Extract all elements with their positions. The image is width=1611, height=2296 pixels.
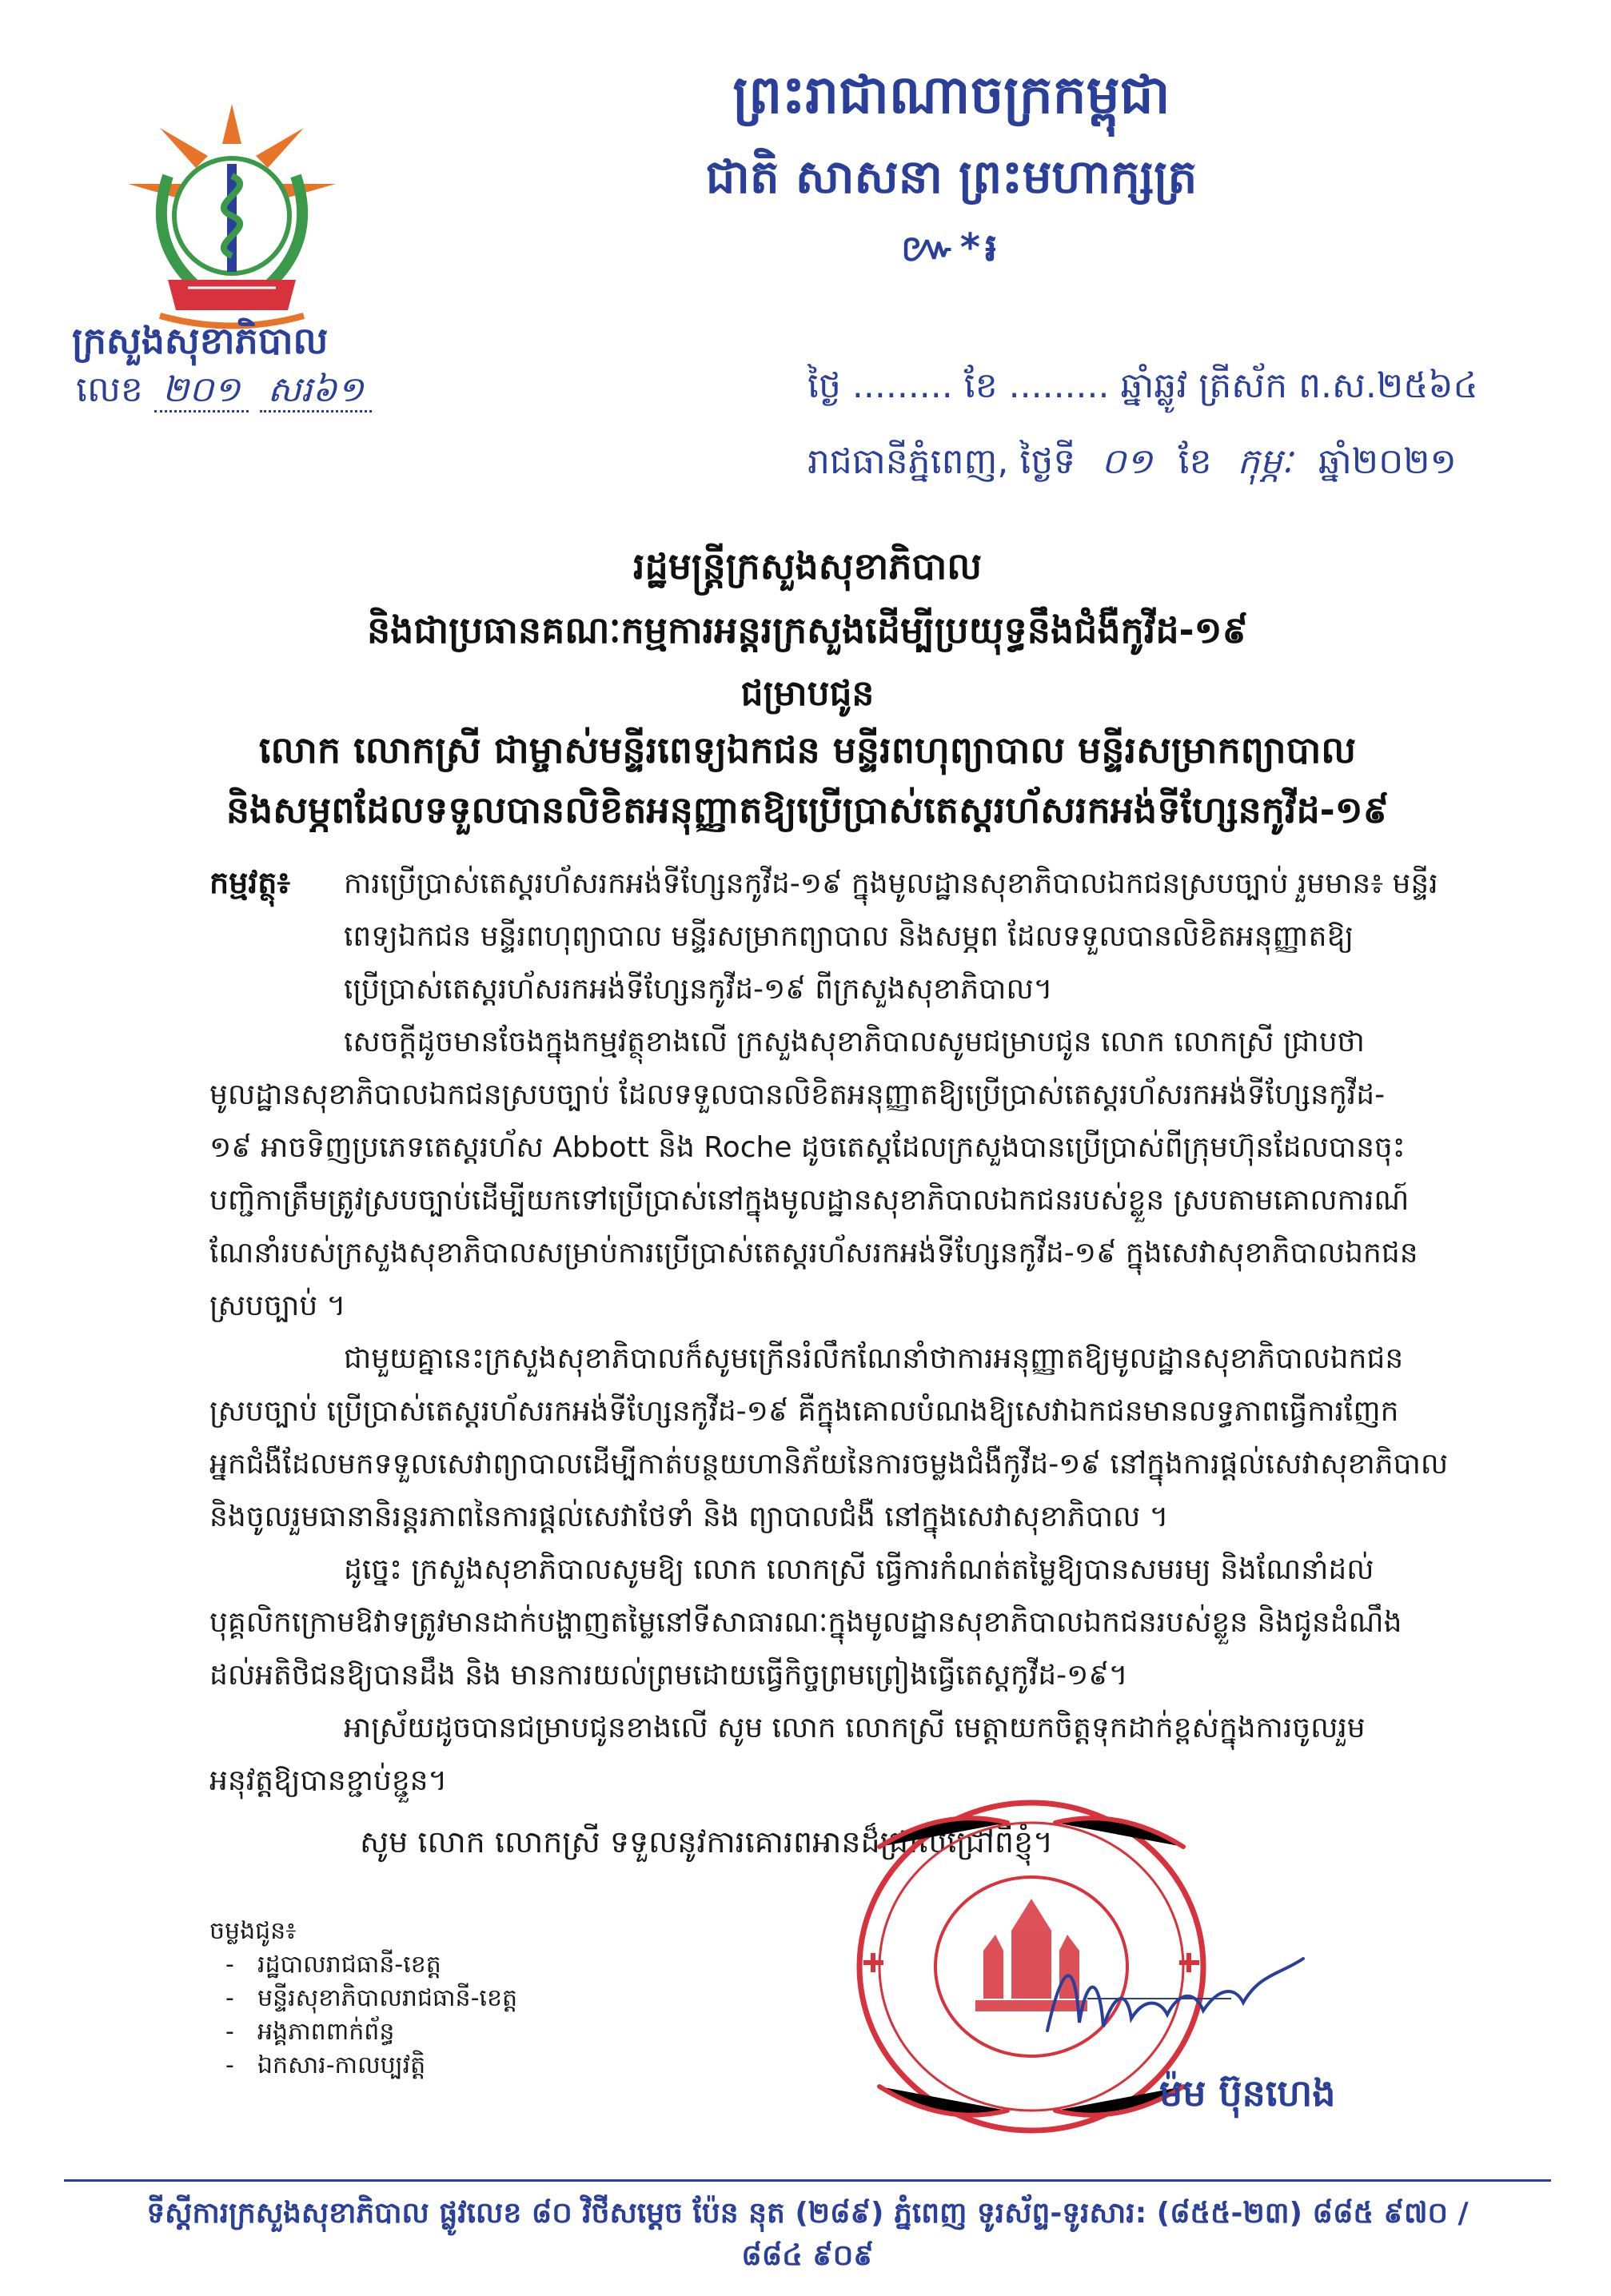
kingdom-title: ព្រះរាជាណាចក្រកម្ពុជា: [732, 64, 1170, 126]
body-line: មូលដ្ឋានសុខាភិបាលឯកជនស្របច្បាប់ ដែលទទួលបានលិខិតអនុញ្ញាតឱ្យប្រើប្រាស់តេស្តរហ័សរកអង់ទីហ្សែនកូវីដ-: [209, 1078, 1386, 1111]
date-year: ២០២១: [1351, 441, 1457, 482]
cc-item: - មន្ទីរសុខាភិបាលរាជធានី-ខេត្ត: [209, 1982, 517, 2015]
ministry-name: ក្រសួងសុខាភិបាល: [72, 319, 329, 362]
body-line: បញ្ជិកាត្រឹមត្រូវស្របច្បាប់ដើម្បីយកទៅប្រើប្រាស់នៅក្នុងមូលដ្ឋានសុខាភិបាលឯកជនរបស់ខ្លួន ស្របតាមគោលការណ៍: [209, 1184, 1410, 1217]
body-line: ជាមួយគ្នានេះក្រសួងសុខាភិបាលក៏សូមក្រើនរំលឹកណែនាំថាការអនុញ្ញាតឱ្យមូលដ្ឋានសុខាភិបាលឯកជន: [344, 1342, 1404, 1375]
reference-number: [76, 368, 372, 419]
place-prefix: រាជធានីភ្នំពេញ, ថ្ងៃទី: [807, 441, 1076, 482]
ministry-logo-icon: [112, 96, 352, 336]
body-line: ពេទ្យឯកជន មន្ទីរពហុព្យាបាល មន្ទីរសម្រាកព្យាបាល និងសម្ភព ដែលទទួលបានលិខិតអនុញ្ញាតឱ្យ: [344, 920, 1354, 953]
date-day: ០១: [1101, 441, 1153, 482]
body-line: ការប្រើប្រាស់តេស្តរហ័សរកអង់ទីហ្សែនកូវីដ-១៩ ក្នុងមូលដ្ឋានសុខាភិបាលឯកជនស្របច្បាប់ រួមមាន៖ មន្ទីរ: [344, 867, 1438, 900]
title-line-1: រដ្ឋមន្ត្រីក្រសួងសុខាភិបាល: [632, 544, 983, 588]
title-line-5: និងសម្ភពដែលទទួលបានលិខិតអនុញ្ញាតឱ្យប្រើប្រាស់តេស្តរហ័សរកអង់ទីហ្សែនកូវីដ-១៩: [225, 788, 1390, 831]
date-month: កុម្ភៈ: [1237, 441, 1293, 482]
body-line: ណែនាំរបស់ក្រសួងសុខាភិបាលសម្រាប់ការប្រើប្រាស់តេស្តរហ័សរកអង់ទីហ្សែនកូវីដ-១៩ ក្នុងសេវាសុខាភិបាលឯកជន: [209, 1237, 1418, 1270]
signer-name: ម៉ម ប៊ុនហេង: [1159, 2071, 1336, 2115]
cc-item: - អង្គភាពពាក់ព័ន្ធ: [209, 2015, 517, 2049]
body-line: ស្របច្បាប់ ។: [209, 1290, 346, 1322]
cc-list: [209, 1915, 517, 2083]
ref-prefix: លេខ: [76, 369, 143, 410]
body-line: ដល់អតិថិជនឱ្យបានដឹង និង មានការយល់ព្រមដោយធ្វើកិច្ចព្រមព្រៀងធ្វើតេស្តកូវីដ-១៩។: [209, 1659, 1128, 1692]
cc-label: ចម្លងជូន៖: [209, 1917, 297, 1945]
body-line: អ្នកជំងឺដែលមកទទួលសេវាព្យាបាលដើម្បីកាត់បន្ថយហានិភ័យនៃការចម្លងជំងឺកូវីដ-១៩ នៅក្នុងការផ្តល់សេវាសុខាភិបាល: [209, 1448, 1449, 1481]
ref-suffix: សរ៦១: [260, 369, 372, 413]
body-line: និងចូលរួមធានានិរន្តរភាពនៃការផ្តល់សេវាថែទាំ និង ព្យាបាលជំងឺ នៅក្នុងសេវាសុខាភិបាល ។: [209, 1501, 1169, 1533]
year-prefix: ឆ្នាំ: [1318, 441, 1352, 482]
title-line-4: លោក លោកស្រី ជាម្ចាស់មន្ទីរពេទ្យឯកជន មន្ទីរពហុព្យាបាល មន្ទីរសម្រាកព្យាបាល: [258, 728, 1357, 771]
ref-number: ២០១: [154, 369, 249, 413]
title-line-2: និងជាប្រធានគណៈកម្មការអន្តរក្រសួងដើម្បីប្រយុទ្ធនឹងជំងឺកូវីដ-១៩: [366, 608, 1249, 652]
closing-salutation: សូម លោក លោកស្រី ទទួលនូវការគោរពអានដ៏ជ្រាលជ្រៅពីខ្ញុំ។: [360, 1824, 1054, 1860]
lunar-date: ថ្ងៃ ......... ខែ ......... ឆ្នាំឆ្លូវ ត្រីស័ក ព.ស.២៥៦៤: [807, 365, 1478, 406]
body-line: បុគ្គលិកក្រោមឱវាទត្រូវមានដាក់បង្ហាញតម្លៃនៅទីសាធារណៈក្នុងមូលដ្ឋានសុខាភិបាលឯកជនរបស់ខ្លួន និងជូនដំណឹង: [209, 1606, 1402, 1639]
title-line-3: ជម្រាបជូន: [740, 673, 875, 714]
ornament: ៚*៛: [900, 225, 1003, 270]
body-line: អាស្រ័យដូចបានជម្រាបជូនខាងលើ សូម លោក លោកស្រី មេត្តាយកចិត្តទុកដាក់ខ្ពស់ក្នុងការចូលរួម: [344, 1712, 1366, 1744]
body-line: ប្រើប្រាស់តេស្តរហ័សរកអង់ទីហ្សែនកូវីដ-១៩ ពីក្រសួងសុខាភិបាល។: [344, 973, 1053, 1006]
body-line: ស្របច្បាប់ ប្រើប្រាស់តេស្តរហ័សរកអង់ទីហ្សែនកូវីដ-១៩ គឺក្នុងគោលបំណងឱ្យសេវាឯកជនមានលទ្ធភាពធ្វើការញែក: [209, 1395, 1399, 1428]
footer-address: ទីស្តីការក្រសួងសុខាភិបាល ផ្លូវលេខ ៨០ វិថីសម្តេច ប៉ែន នុត (២៨៩) ភ្នំពេញ ទូរស័ព្ទ-ទូរសារ: (៨៥៥-២៣) ៨៨៥ ៩៧០ / ៨៨៤ ៩០៩: [146, 2197, 1469, 2272]
kingdom-motto: ជាតិ សាសនា ព្រះមហាក្សត្រ: [705, 149, 1198, 204]
body-line: ដូច្នេះ ក្រសួងសុខាភិបាលសូមឱ្យ លោក លោកស្រី ធ្វើការកំណត់តម្លៃឱ្យបានសមរម្យ និងណែនាំដល់: [344, 1553, 1374, 1586]
footer-divider: [64, 2179, 1551, 2182]
body-line: ១៩ អាចទិញប្រភេទតេស្តរហ័ស Abbott និង Roche ដូចតេស្តដែលក្រសួងបានប្រើប្រាស់ពីក្រុមហ៊ុនដែលបានចុះ: [209, 1131, 1406, 1164]
cc-item: - រដ្ឋបាលរាជធានី-ខេត្ត: [209, 1948, 517, 1982]
signature-icon: [1039, 1943, 1311, 2055]
subject-label: កម្មវត្ថុ៖: [209, 865, 291, 900]
body-line: អនុវត្តឱ្យបានខ្ជាប់ខ្ជួន។: [209, 1764, 448, 1797]
place-date: [807, 440, 1575, 491]
month-prefix: ខែ: [1178, 441, 1212, 482]
body-line: សេចក្តីដូចមានចែងក្នុងកម្មវត្ថុខាងលើ ក្រសួងសុខាភិបាលសូមជម្រាបជូន លោក លោកស្រី ជ្រាបថា: [344, 1026, 1365, 1058]
cc-item: - ឯកសារ-កាលប្បវត្តិ: [209, 2049, 517, 2083]
